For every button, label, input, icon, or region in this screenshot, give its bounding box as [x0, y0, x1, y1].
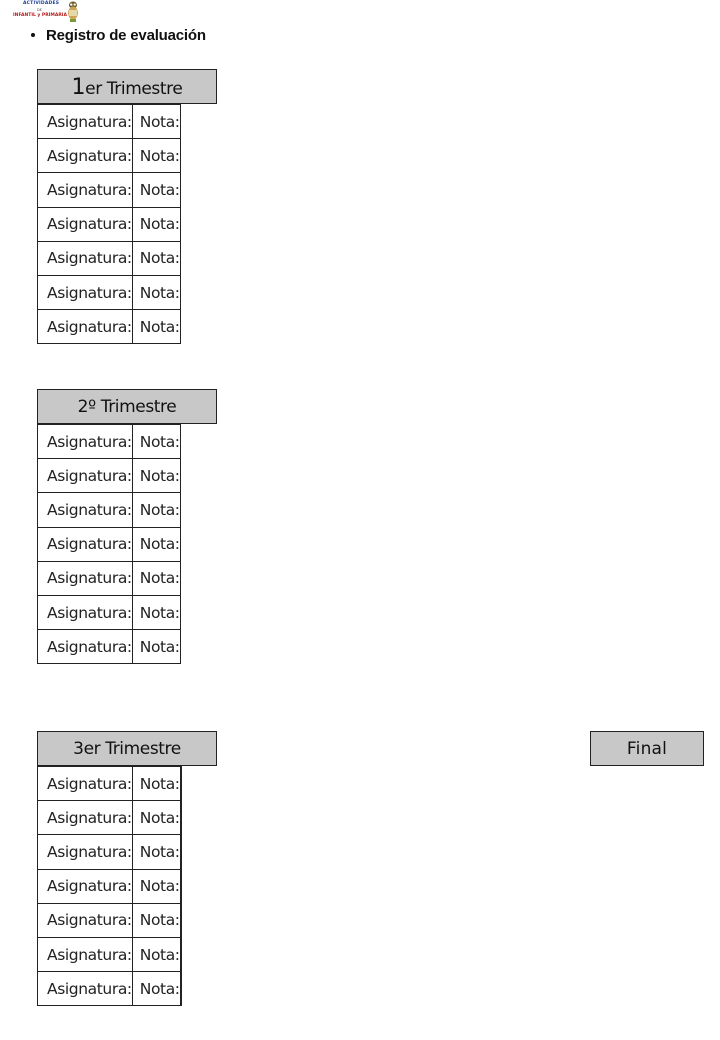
- grade-cell[interactable]: Nota:: [132, 869, 180, 903]
- table-row: [38, 903, 182, 937]
- heading-text: Registro de evaluación: [46, 27, 206, 44]
- table-row: [38, 207, 181, 241]
- table-row: [38, 493, 181, 527]
- page-heading: [31, 27, 206, 44]
- grade-cell[interactable]: Nota:: [132, 241, 180, 275]
- trimester-2-tab: [37, 389, 217, 424]
- trimester-1-tab: [37, 69, 217, 104]
- grade-cell[interactable]: Nota:: [132, 972, 180, 1006]
- table-row: [38, 972, 182, 1006]
- table-row: [38, 310, 181, 344]
- grade-cell[interactable]: Nota:: [132, 801, 180, 835]
- tab-number: 3: [73, 739, 84, 759]
- grade-cell[interactable]: Nota:: [132, 835, 180, 869]
- subject-cell[interactable]: Asignatura:: [38, 595, 133, 629]
- subject-cell[interactable]: Asignatura:: [38, 139, 133, 173]
- final-grade-cell[interactable]: [180, 801, 181, 835]
- tab-label: er Trimestre: [85, 79, 183, 99]
- table-row: [38, 767, 182, 801]
- logo-text-line2: DE: [37, 8, 42, 12]
- site-logo: [13, 1, 83, 23]
- table-row: [38, 595, 181, 629]
- table-row: [38, 459, 181, 493]
- final-column-header: Final: [590, 731, 704, 766]
- table-row: [38, 937, 182, 971]
- final-grade-cell[interactable]: [180, 972, 181, 1006]
- table-row: [38, 139, 181, 173]
- subject-cell[interactable]: Asignatura:: [38, 561, 133, 595]
- trimester-3-table: [37, 766, 182, 1006]
- subject-cell[interactable]: Asignatura:: [38, 630, 133, 664]
- table-row: [38, 275, 181, 309]
- table-row: [38, 835, 182, 869]
- subject-cell[interactable]: Asignatura:: [38, 903, 133, 937]
- subject-cell[interactable]: Asignatura:: [38, 835, 133, 869]
- grade-cell[interactable]: Nota:: [132, 275, 180, 309]
- subject-cell[interactable]: Asignatura:: [38, 869, 133, 903]
- grade-cell[interactable]: Nota:: [132, 207, 180, 241]
- grade-cell[interactable]: Nota:: [132, 310, 180, 344]
- table-row: [38, 561, 181, 595]
- subject-cell[interactable]: Asignatura:: [38, 310, 133, 344]
- subject-cell[interactable]: Asignatura:: [38, 493, 133, 527]
- grade-cell[interactable]: Nota:: [132, 527, 180, 561]
- grade-cell[interactable]: Nota:: [132, 630, 180, 664]
- table-row: [38, 801, 182, 835]
- tab-label: º Trimestre: [88, 397, 177, 417]
- subject-cell[interactable]: Asignatura:: [38, 173, 133, 207]
- trimester-1-table: [37, 104, 181, 344]
- subject-cell[interactable]: Asignatura:: [38, 527, 133, 561]
- subject-cell[interactable]: Asignatura:: [38, 425, 133, 459]
- subject-cell[interactable]: Asignatura:: [38, 459, 133, 493]
- final-grade-cell[interactable]: [180, 903, 181, 937]
- final-grade-cell[interactable]: [180, 835, 181, 869]
- grade-cell[interactable]: Nota:: [132, 139, 180, 173]
- subject-cell[interactable]: Asignatura:: [38, 972, 133, 1006]
- subject-cell[interactable]: Asignatura:: [38, 105, 133, 139]
- trimester-3-tab: [37, 731, 217, 766]
- table-row: [38, 241, 181, 275]
- table-row: [38, 105, 181, 139]
- subject-cell[interactable]: Asignatura:: [38, 801, 133, 835]
- grade-cell[interactable]: Nota:: [132, 767, 180, 801]
- logo-text-line3: INFANTIL y PRIMARIA: [13, 13, 67, 18]
- owl-mascot-icon: [65, 1, 81, 23]
- final-grade-cell[interactable]: [180, 767, 181, 801]
- grade-cell[interactable]: Nota:: [132, 903, 180, 937]
- grade-cell[interactable]: Nota:: [132, 425, 180, 459]
- subject-cell[interactable]: Asignatura:: [38, 767, 133, 801]
- logo-text-line1: ACTIVIDADES: [23, 1, 60, 6]
- grade-cell[interactable]: Nota:: [132, 105, 180, 139]
- grade-cell[interactable]: Nota:: [132, 493, 180, 527]
- tab-number: 2: [77, 397, 89, 417]
- grade-cell[interactable]: Nota:: [132, 173, 180, 207]
- table-row: [38, 869, 182, 903]
- grade-cell[interactable]: Nota:: [132, 561, 180, 595]
- bullet-icon: [31, 33, 35, 37]
- table-row: [38, 173, 181, 207]
- subject-cell[interactable]: Asignatura:: [38, 207, 133, 241]
- grade-cell[interactable]: Nota:: [132, 937, 180, 971]
- tab-label: er Trimestre: [83, 739, 181, 759]
- final-grade-cell[interactable]: [180, 937, 181, 971]
- subject-cell[interactable]: Asignatura:: [38, 275, 133, 309]
- subject-cell[interactable]: Asignatura:: [38, 241, 133, 275]
- final-grade-cell[interactable]: [180, 869, 181, 903]
- table-row: [38, 630, 181, 664]
- tab-number: 1: [71, 75, 86, 100]
- grade-cell[interactable]: Nota:: [132, 595, 180, 629]
- subject-cell[interactable]: Asignatura:: [38, 937, 133, 971]
- table-row: [38, 425, 181, 459]
- table-row: [38, 527, 181, 561]
- trimester-2-table: [37, 424, 181, 664]
- grade-cell[interactable]: Nota:: [132, 459, 180, 493]
